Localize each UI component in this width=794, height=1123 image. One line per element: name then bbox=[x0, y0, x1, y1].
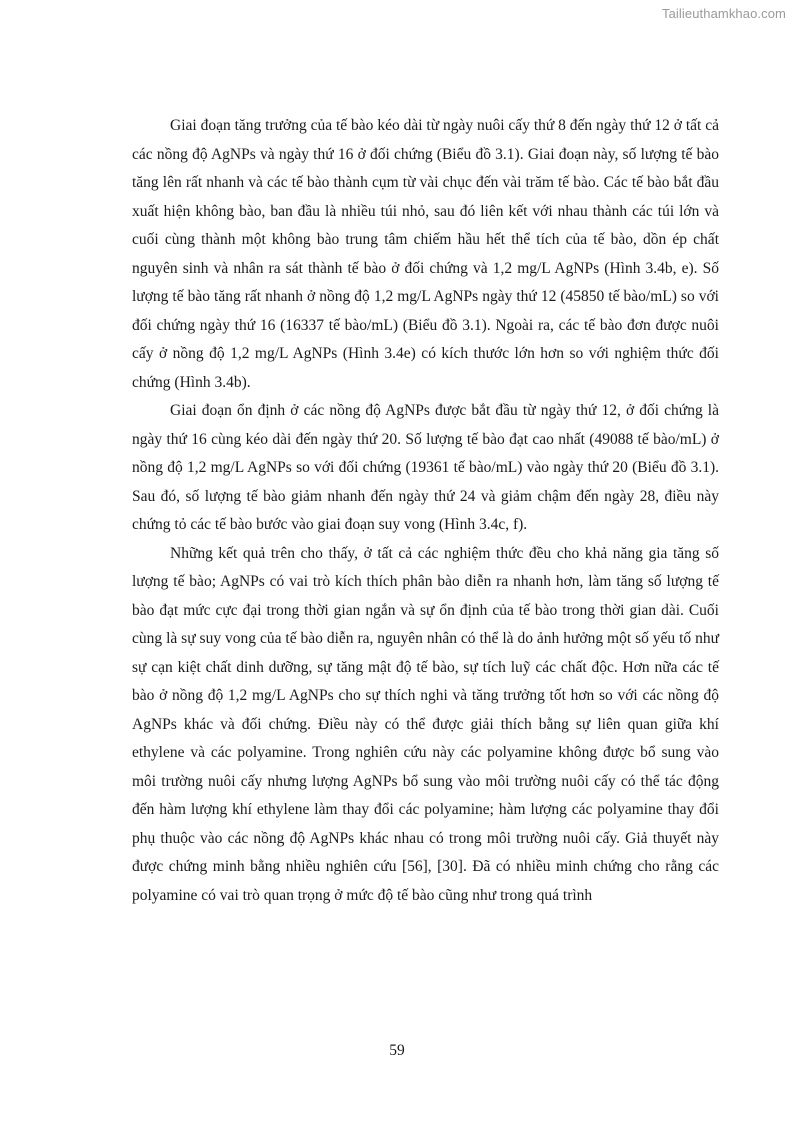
paragraph-discussion: Những kết quả trên cho thấy, ở tất cả các nghiệm thức đều cho khả năng gia tăng số lượng tế bào; AgNPs có vai trò kích thích phân bào diễn ra nhanh hơn, làm tăng số lượng tế bào đạt mức cực đại trong thời gian ngắn và sự ổn định của tế bào trong thời gian dài. Cuối cùng là sự suy vong của tế bào diễn ra, nguyên nhân có thể là do ảnh hưởng một số yếu tố như sự cạn kiệt chất dinh dưỡng, sự tăng mật độ tế bào, sự tích luỹ các chất độc. Hơn nữa các tế bào ở nồng độ 1,2 mg/L AgNPs cho sự thích nghi và tăng trưởng tốt hơn so với các nồng độ AgNPs khác và đối chứng. Điều này có thể được giải thích bằng sự liên quan giữa khí ethylene và các polyamine. Trong nghiên cứu này các polyamine không được bổ sung vào môi trường nuôi cấy nhưng lượng AgNPs bổ sung vào môi trường nuôi cấy có thể tác động đến hàm lượng khí ethylene làm thay đổi các polyamine; hàm lượng các polyamine thay đổi phụ thuộc vào các nồng độ AgNPs khác nhau có trong môi trường nuôi cấy. Giả thuyết này được chứng minh bằng nhiều nghiên cứu [56], [30]. Đã có nhiều minh chứng cho rằng các polyamine có vai trò quan trọng ở mức độ tế bào cũng như trong quá trình bbox=[132, 544, 719, 904]
watermark-text: Tailieuthamkhao.com bbox=[661, 6, 786, 21]
document-body bbox=[132, 112, 719, 910]
paragraph-growth-phase: Giai đoạn tăng trưởng của tế bào kéo dài từ ngày nuôi cấy thứ 8 đến ngày thứ 12 ở tất cả các nồng độ AgNPs và ngày thứ 16 ở đối chứng (Biểu đồ 3.1). Giai đoạn này, số lượng tế bào tăng lên rất nhanh và các tế bào thành cụm từ vài chục đến vài trăm tế bào. Các tế bào bắt đầu xuất hiện không bào, ban đầu là nhiều túi nhỏ, sau đó liên kết với nhau thành các túi lớn và cuối cùng thành một không bào trung tâm chiếm hầu hết thể tích của tế bào, dồn ép chất nguyên sinh và nhân ra sát thành tế bào ở đối chứng và 1,2 mg/L AgNPs (Hình 3.4b, e). Số lượng tế bào tăng rất nhanh ở nồng độ 1,2 mg/L AgNPs ngày thứ 12 (45850 tế bào/mL) so với đối chứng ngày thứ 16 (16337 tế bào/mL) (Biểu đồ 3.1). Ngoài ra, các tế bào đơn được nuôi cấy ở nồng độ 1,2 mg/L AgNPs (Hình 3.4e) có kích thước lớn hơn so với nghiệm thức đối chứng (Hình 3.4b). bbox=[132, 117, 719, 391]
page-number: 59 bbox=[389, 1042, 405, 1059]
paragraph-stationary-phase: Giai đoạn ổn định ở các nồng độ AgNPs được bắt đầu từ ngày thứ 12, ở đối chứng là ngày thứ 16 cùng kéo dài đến ngày thứ 20. Số lượng tế bào đạt cao nhất (49088 tế bào/mL) ở nồng độ 1,2 mg/L AgNPs so với đối chứng (19361 tế bào/mL) vào ngày thứ 20 (Biểu đồ 3.1). Sau đó, số lượng tế bào giảm nhanh đến ngày thứ 24 và giảm chậm đến ngày 28, điều này chứng tỏ các tế bào bước vào giai đoạn suy vong (Hình 3.4c, f). bbox=[132, 402, 719, 533]
